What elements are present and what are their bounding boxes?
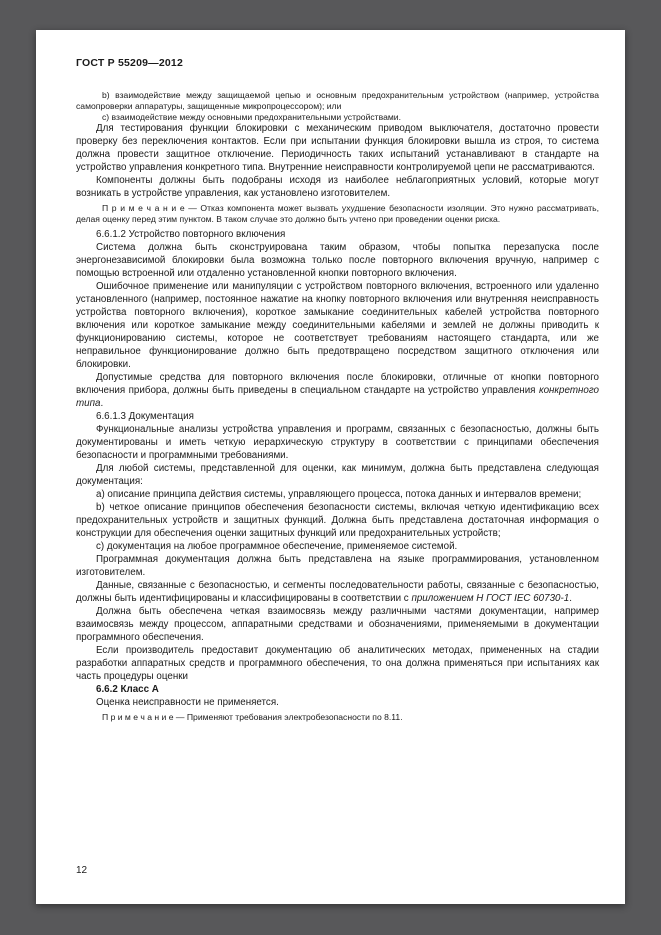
paragraph: Система должна быть сконструирована таким образом, чтобы попытка перезапуска после энергонезависимой блокировки была возможна только после повторного включения вручную, например с помощью встроенной или отдаленно установленной кнопки повторного включения. — [76, 241, 599, 279]
note: П р и м е ч а н и е — Применяют требования электробезопасности по 8.11. — [102, 711, 403, 722]
paragraph: Должна быть обеспечена четкая взаимосвязь между различными частями документации, например взаимосвязь между процессом, аппаратными средствами и обозначениями, применяемыми в документации программного обеспечения. — [76, 605, 599, 643]
list-item: c) взаимодействие между основными предохранительными устройствами. — [102, 111, 401, 122]
paragraph: Если производитель предоставит документацию об аналитических методах, примененных на стадии разработки аппаратных средств и программного обеспечения, то она должна применяться при испытаниях как часть процедуры оценки — [76, 644, 599, 682]
list-item: b) взаимодействие между защищаемой цепью и основным предохранительным устройством (например, устройства самопроверки аппаратуры, защищенные микропроцессором); или — [76, 90, 599, 111]
paragraph: Для любой системы, представленной для оценки, как минимум, должна быть представлена следующая документация: — [76, 462, 599, 487]
paragraph: Программная документация должна быть представлена на языке программирования, установленном изготовителем. — [76, 553, 599, 578]
document-body — [76, 90, 599, 723]
paragraph-text: Допустимые средства для повторного включения после блокировки, отличные от кнопки повторного включения прибора, должны быть приведены в специальном стандарте на устройство управления — [76, 371, 599, 396]
paragraph — [76, 371, 599, 410]
paragraph-text: Данные, связанные с безопасностью, и сегменты последовательности работы, связанные с безопасностью, должны быть идентифицированы и классифицированы в соответствии с — [76, 579, 599, 604]
paragraph: Оценка неисправности не применяется. — [96, 696, 279, 708]
note: П р и м е ч а н и е — Отказ компонента может вызвать ухудшение безопасности изоляции. Это нужно рассматривать, делая оценку перед этим пунктом. В таком случае это должно быть учтено при проведении оценки риска. — [76, 203, 599, 225]
paragraph: Ошибочное применение или манипуляции с устройством повторного включения, встроенного или удаленно установленного (например, постоянное нажатие на кнопку повторного включения или внутренняя неисправность устройства повторного включения), короткое замыкание соединительных кабелей устройства повторного включения или короткое замыкание между соединительными кабелями и землей не должны приводить к функционированию системы, которое не соответствует требованиям настоящего стандарта, или же неправильное функционирование должно быть предотвращено посредством защитного отключения или блокировки. — [76, 280, 599, 370]
section-heading: 6.6.1.3 Документация — [96, 410, 194, 422]
paragraph-italic-text: приложением Н ГОСТ IEC 60730-1 — [411, 592, 570, 604]
running-header: ГОСТ Р 55209—2012 — [76, 57, 184, 69]
paragraph-text: . — [569, 592, 572, 604]
section-heading: 6.6.2 Класс А — [96, 683, 159, 695]
paragraph: Компоненты должны быть подобраны исходя из наиболее неблагоприятных условий, которые могут возникать в устройстве управления, как установлено изготовителем. — [76, 175, 599, 200]
list-item: b) четкое описание принципов обеспечения безопасности системы, включая четкую идентификацию всех предохранительных устройств и защитных функций. Должна быть представлена достаточная информация о конструкции для обеспечения оценки защитных функций или предохранительных устройств; — [76, 501, 599, 539]
document-page — [36, 30, 625, 904]
paragraph: Для тестирования функции блокировки с механическим приводом выключателя, достаточно провести проверку без переключения контактов. Если при испытании функция блокировки вышла из строя, то система должна провести защитное отключение. Периодичность таких испытаний устанавливают в стандарте на устройство управления конкретного типа. Внутренние неисправности контролируемой цепи не рассматриваются. — [76, 123, 599, 174]
page-number: 12 — [76, 865, 88, 876]
paragraph-italic-text: конкретного типа — [76, 384, 599, 409]
paragraph-text: . — [100, 397, 104, 409]
list-item: c) документация на любое программное обеспечение, применяемое системой. — [96, 540, 458, 552]
paragraph — [76, 579, 599, 605]
list-item: a) описание принципа действия системы, управляющего процесса, потока данных и интервалов времени; — [96, 488, 582, 500]
paragraph: Функциональные анализы устройства управления и программ, связанных с безопасностью, должны быть документированы и иметь четкую иерархическую структуру в соответствии с принципами обеспечения безопасности и программными требованиями. — [76, 423, 599, 461]
section-heading: 6.6.1.2 Устройство повторного включения — [96, 228, 286, 240]
